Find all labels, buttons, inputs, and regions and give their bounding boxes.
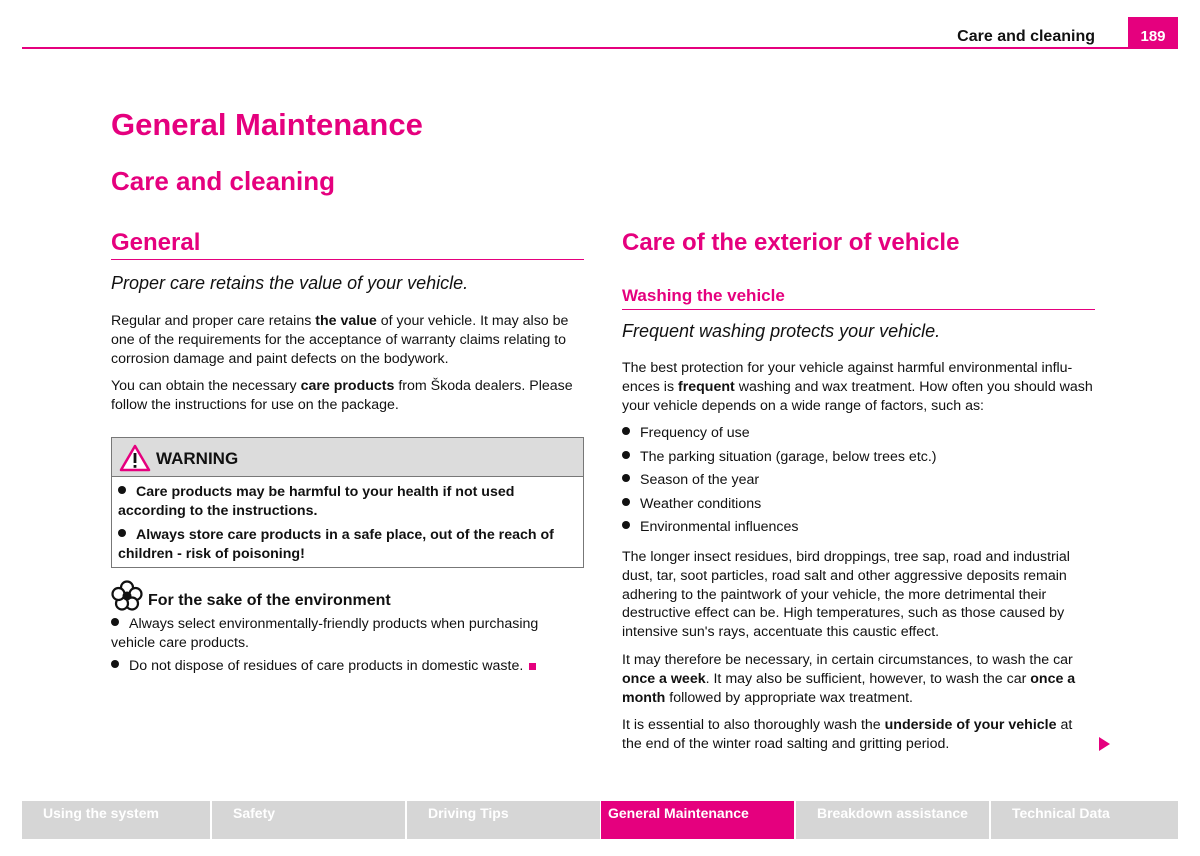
end-of-section-mark [529, 663, 536, 670]
factor-list-item: Weather conditions [622, 496, 761, 512]
environment-item: Always select environmentally-friendly products when purchasing vehicle care products. [111, 616, 539, 651]
washing-paragraph-3: It may therefore be necessary, in certain circumstances, to wash the car once a week. It may also be sufficient, however, to wash the car once a month followed by appropriate wax treatment. [622, 652, 1076, 706]
bullet-icon [118, 486, 126, 494]
factor-list-item: Frequency of use [622, 425, 750, 441]
tab-breakdown-assistance[interactable]: Breakdown assistance [796, 801, 989, 839]
general-heading: General [111, 229, 201, 256]
general-lead: Proper care retains the value of your vehicle. [111, 273, 469, 293]
bullet-icon [622, 451, 630, 459]
continue-arrow-icon[interactable] [1099, 737, 1110, 751]
general-paragraph-1: Regular and proper care retains the value of your vehicle. It may also be one of the requirements for the acceptance of warranty claims relating to corrosion damage and paint defects on the bodywork. [111, 313, 569, 367]
bullet-icon [111, 660, 119, 668]
tab-safety[interactable]: Safety [212, 801, 405, 839]
factor-list-item: Season of the year [622, 472, 759, 488]
general-paragraph-2: You can obtain the necessary care products from Škoda dealers. Please follow the instructions for use on the package. [111, 378, 573, 413]
page-number: 189 [1128, 17, 1178, 49]
bullet-icon [622, 498, 630, 506]
factor-list-item: The parking situation (garage, below trees etc.) [622, 449, 937, 465]
environment-title: For the sake of the environment [148, 592, 391, 609]
tab-technical-data[interactable]: Technical Data [991, 801, 1178, 839]
washing-heading-rule [622, 309, 1095, 310]
general-heading-rule [111, 259, 584, 260]
chapter-title: General Maintenance [111, 107, 423, 142]
warning-item: Always store care products in a safe place, out of the reach of children - risk of poisoning! [118, 527, 554, 562]
exterior-care-heading: Care of the exterior of vehicle [622, 229, 960, 256]
warning-box [111, 437, 584, 568]
washing-paragraph-1: The best protection for your vehicle against harmful environmental influ-ences is frequent washing and wax treatment. How often you should wash your vehicle depends on a wide range of factors, such as: [622, 360, 1093, 414]
washing-paragraph-2: The longer insect residues, bird droppings, tree sap, road and industrial dust, tar, soot particles, road salt and other aggressive deposits remain adhering to the paintwork of your vehicle, the more detrimental their destructive effect can be. High temperatures, such as those caused by intensive sun's rays, accentuate this caustic effect. [622, 549, 1070, 641]
bullet-icon [111, 618, 119, 626]
washing-heading: Washing the vehicle [622, 286, 785, 305]
washing-lead: Frequent washing protects your vehicle. [622, 321, 941, 341]
tab-general-maintenance[interactable]: General Maintenance [601, 801, 794, 839]
washing-paragraph-4: It is essential to also thoroughly wash the underside of your vehicle at the end of the winter road salting and gritting period. [622, 717, 1073, 752]
bullet-icon [622, 427, 630, 435]
warning-item: Care products may be harmful to your health if not used according to the instructions. [118, 484, 515, 519]
factor-list-item: Environmental influences [622, 519, 799, 535]
warning-header [112, 438, 583, 477]
tab-driving-tips[interactable]: Driving Tips [407, 801, 600, 839]
bullet-icon [118, 529, 126, 537]
tab-using-the-system[interactable]: Using the system [22, 801, 210, 839]
bullet-icon [622, 521, 630, 529]
warning-label: WARNING [156, 449, 239, 468]
environment-item: Do not dispose of residues of care products in domestic waste. [111, 657, 571, 676]
warning-triangle-icon [119, 444, 151, 472]
section-title: Care and cleaning [111, 166, 335, 196]
header-rule [22, 47, 1178, 49]
bullet-icon [622, 474, 630, 482]
running-header-title: Care and cleaning [957, 28, 1095, 45]
flower-environment-icon [111, 580, 143, 612]
